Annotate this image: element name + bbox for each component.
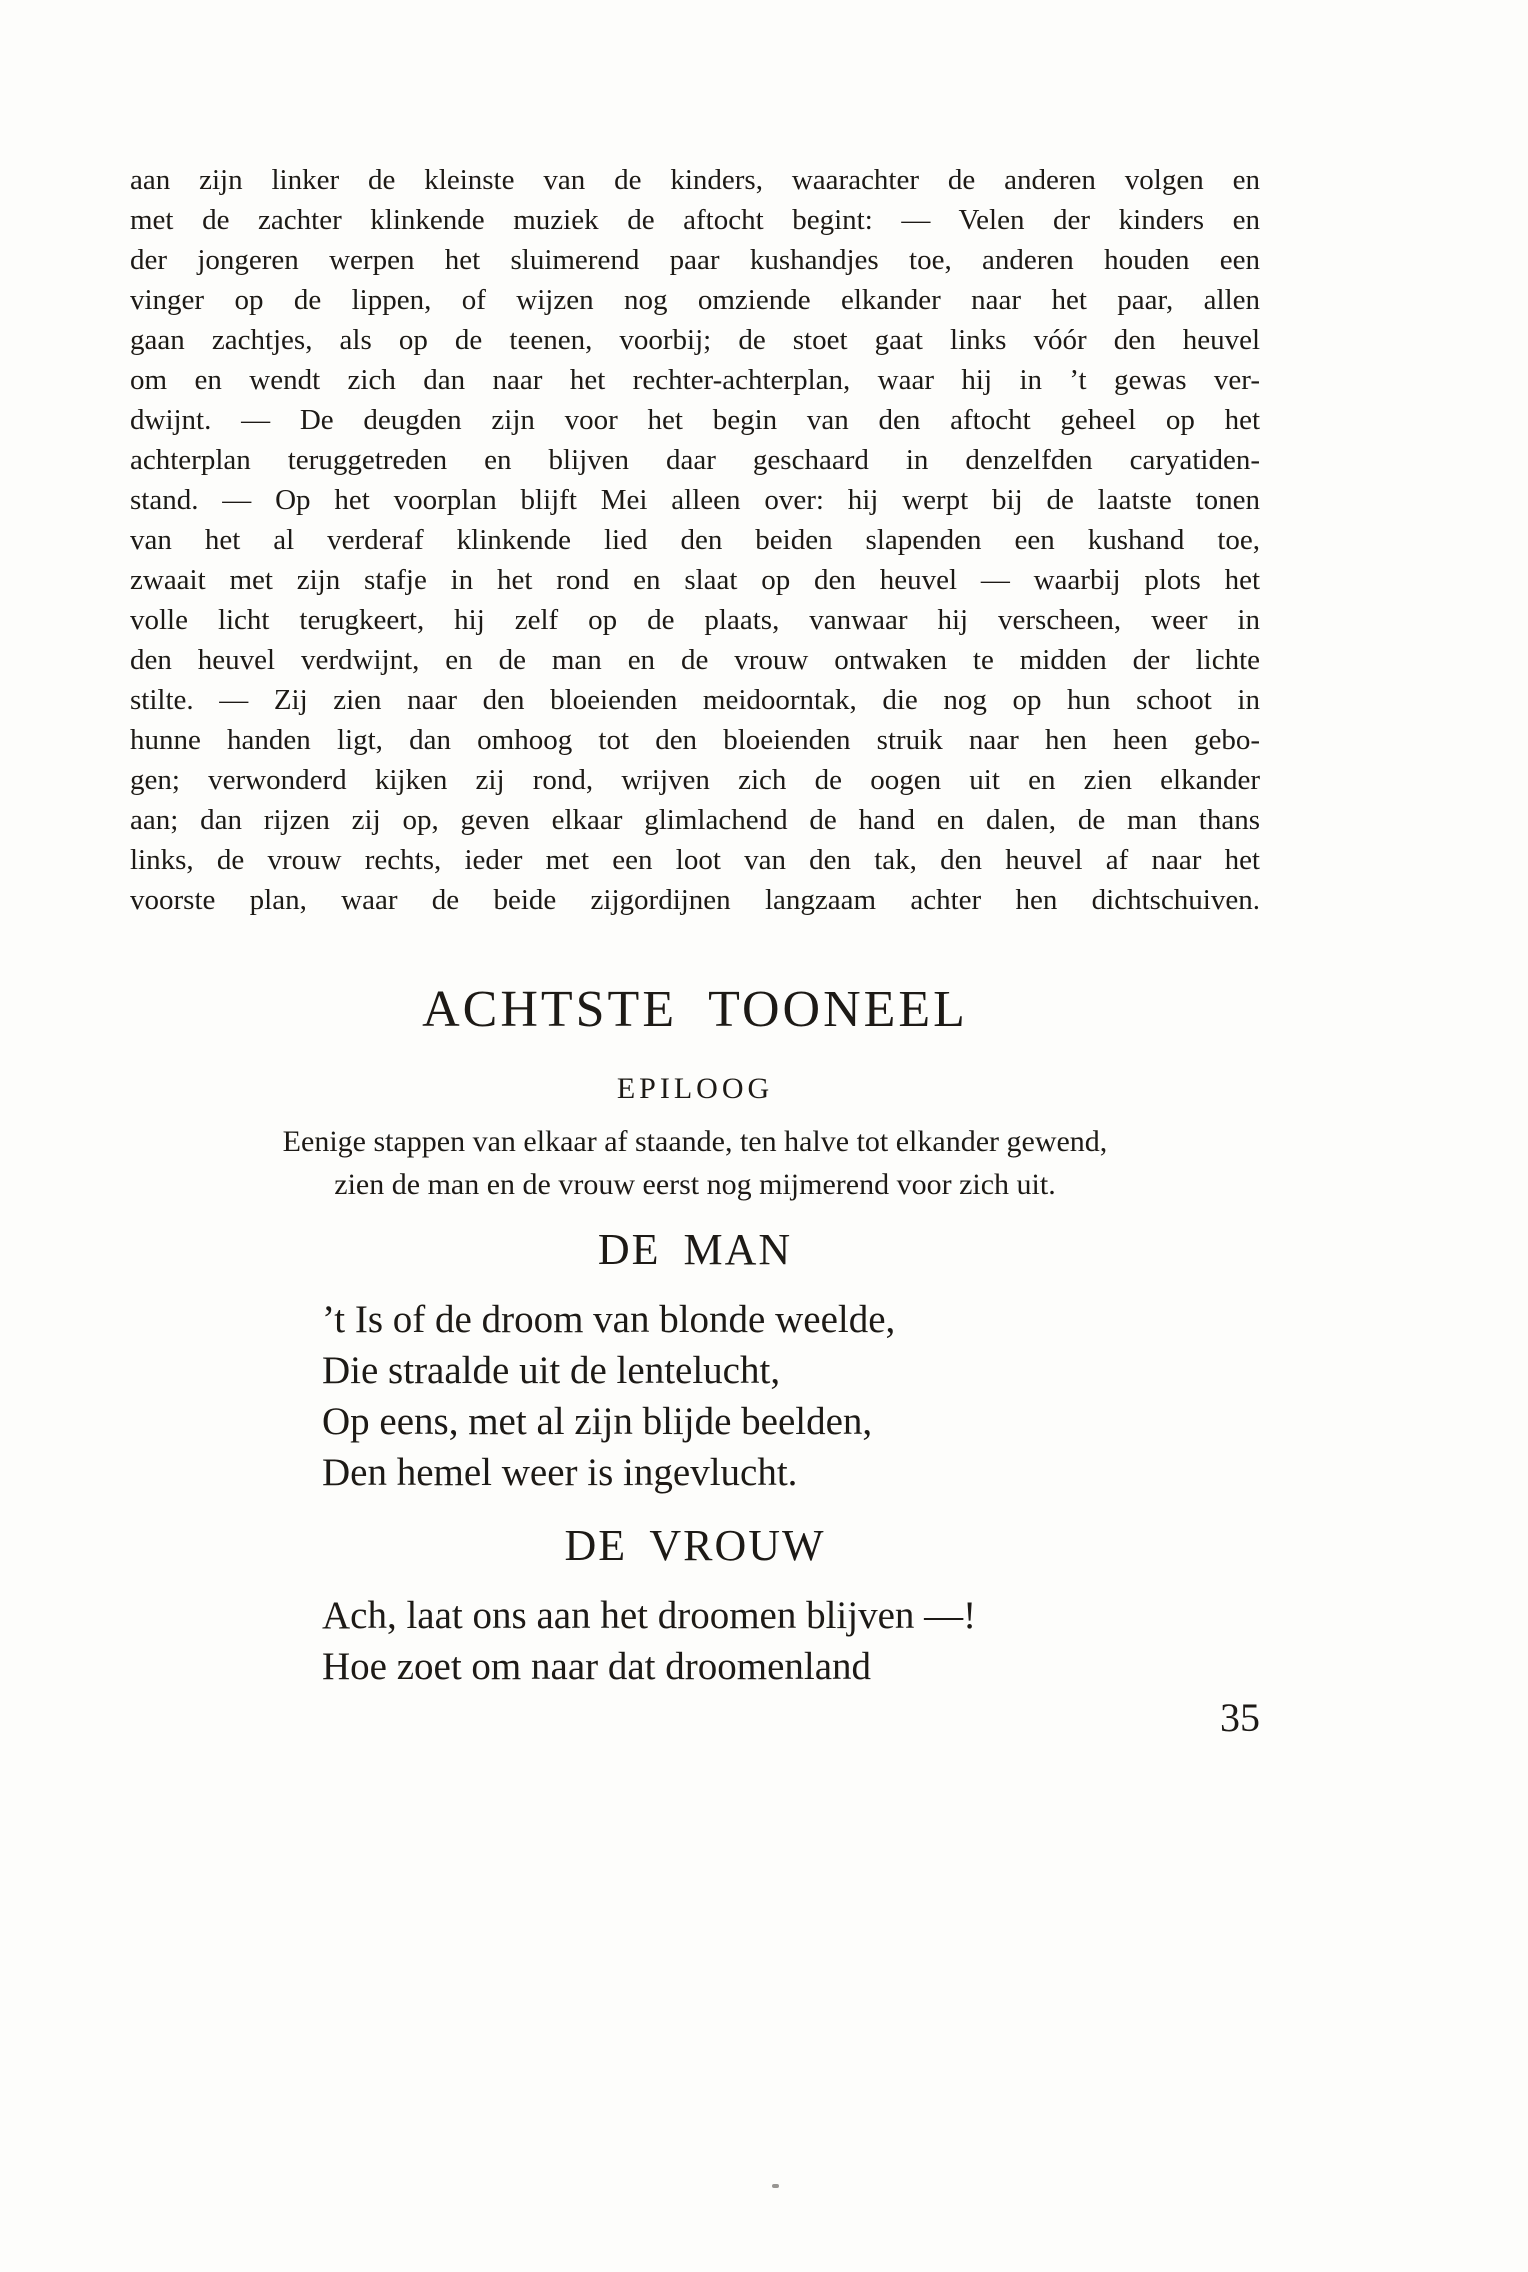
verse	[322, 1294, 1260, 1498]
paragraph-line: links, de vrouw rechts, ieder met een loot van den tak, den heuvel af naar het	[130, 844, 1260, 876]
paragraph-line: voorste plan, waar de beide zijgordijnen langzaam achter hen dichtschuiven.	[130, 884, 1260, 916]
verse-line: Hoe zoet om naar dat droomenland	[322, 1645, 872, 1688]
speaker-name: DE VROUW	[564, 1521, 826, 1570]
paragraph-line: volle licht terugkeert, hij zelf op de plaats, vanwaar hij verscheen, weer in	[130, 604, 1260, 636]
paragraph-line: om en wendt zich dan naar het rechter-achterplan, waar hij in ’t gewas ver-	[130, 364, 1260, 396]
scan-speck	[772, 2184, 779, 2188]
paragraph-line: zwaait met zijn stafje in het rond en slaat op den heuvel — waarbij plots het	[130, 564, 1260, 596]
scene-subheading: EPILOOG	[616, 1072, 774, 1105]
scene-direction-line: Eenige stappen van elkaar af staande, ten halve tot elkander gewend,	[282, 1125, 1108, 1158]
text-column	[130, 160, 1260, 1738]
paragraph-line: der jongeren werpen het sluimerend paar kushandjes toe, anderen houden een	[130, 244, 1260, 276]
verse	[322, 1590, 1260, 1692]
stage-directions-paragraph	[130, 160, 1260, 920]
paragraph-line: gen; verwonderd kijken zij rond, wrijven zich de oogen uit en zien elkander	[130, 764, 1260, 796]
speech-de-man	[130, 1225, 1260, 1498]
verse-line: Die straalde uit de lentelucht,	[322, 1349, 781, 1392]
paragraph-line: vinger op de lippen, of wijzen nog omziende elkander naar het paar, allen	[130, 284, 1260, 316]
verse-line: ’t Is of de droom van blonde weelde,	[322, 1298, 896, 1341]
scene-heading: ACHTSTE TOONEEL	[422, 981, 968, 1038]
paragraph-line: met de zachter klinkende muziek de aftocht begint: — Velen der kinders en	[130, 204, 1260, 236]
speaker-name: DE MAN	[597, 1225, 793, 1274]
verse-line: Op eens, met al zijn blijde beelden,	[322, 1400, 873, 1443]
speech-de-vrouw	[130, 1521, 1260, 1692]
paragraph-line: hunne handen ligt, dan omhoog tot den bloeienden struik naar hen heen gebo-	[130, 724, 1260, 756]
paragraph-line: stand. — Op het voorplan blijft Mei alleen over: hij werpt bij de laatste tonen	[130, 484, 1260, 516]
paragraph-line: aan; dan rijzen zij op, geven elkaar glimlachend de hand en dalen, de man thans	[130, 804, 1260, 836]
paragraph-line: van het al verderaf klinkende lied den beiden slapenden een kushand toe,	[130, 524, 1260, 556]
page-number: 35	[1220, 1695, 1260, 1740]
paragraph-line: gaan zachtjes, als op de teenen, voorbij; de stoet gaat links vóór den heuvel	[130, 324, 1260, 356]
verse-line: Ach, laat ons aan het droomen blijven —!	[322, 1594, 977, 1637]
paragraph-line: achterplan teruggetreden en blijven daar geschaard in denzelfden caryatiden-	[130, 444, 1260, 476]
scene-direction-line: zien de man en de vrouw eerst nog mijmerend voor zich uit.	[334, 1168, 1056, 1201]
paragraph-line: den heuvel verdwijnt, en de man en de vrouw ontwaken te midden der lichte	[130, 644, 1260, 676]
verse-line: Den hemel weer is ingevlucht.	[322, 1451, 798, 1494]
paragraph-line: aan zijn linker de kleinste van de kinders, waarachter de anderen volgen en	[130, 164, 1260, 196]
scene-direction	[130, 1120, 1260, 1206]
paragraph-line: dwijnt. — De deugden zijn voor het begin van den aftocht geheel op het	[130, 404, 1260, 436]
paragraph-line: stilte. — Zij zien naar den bloeienden meidoorntak, die nog op hun schoot in	[130, 684, 1260, 716]
